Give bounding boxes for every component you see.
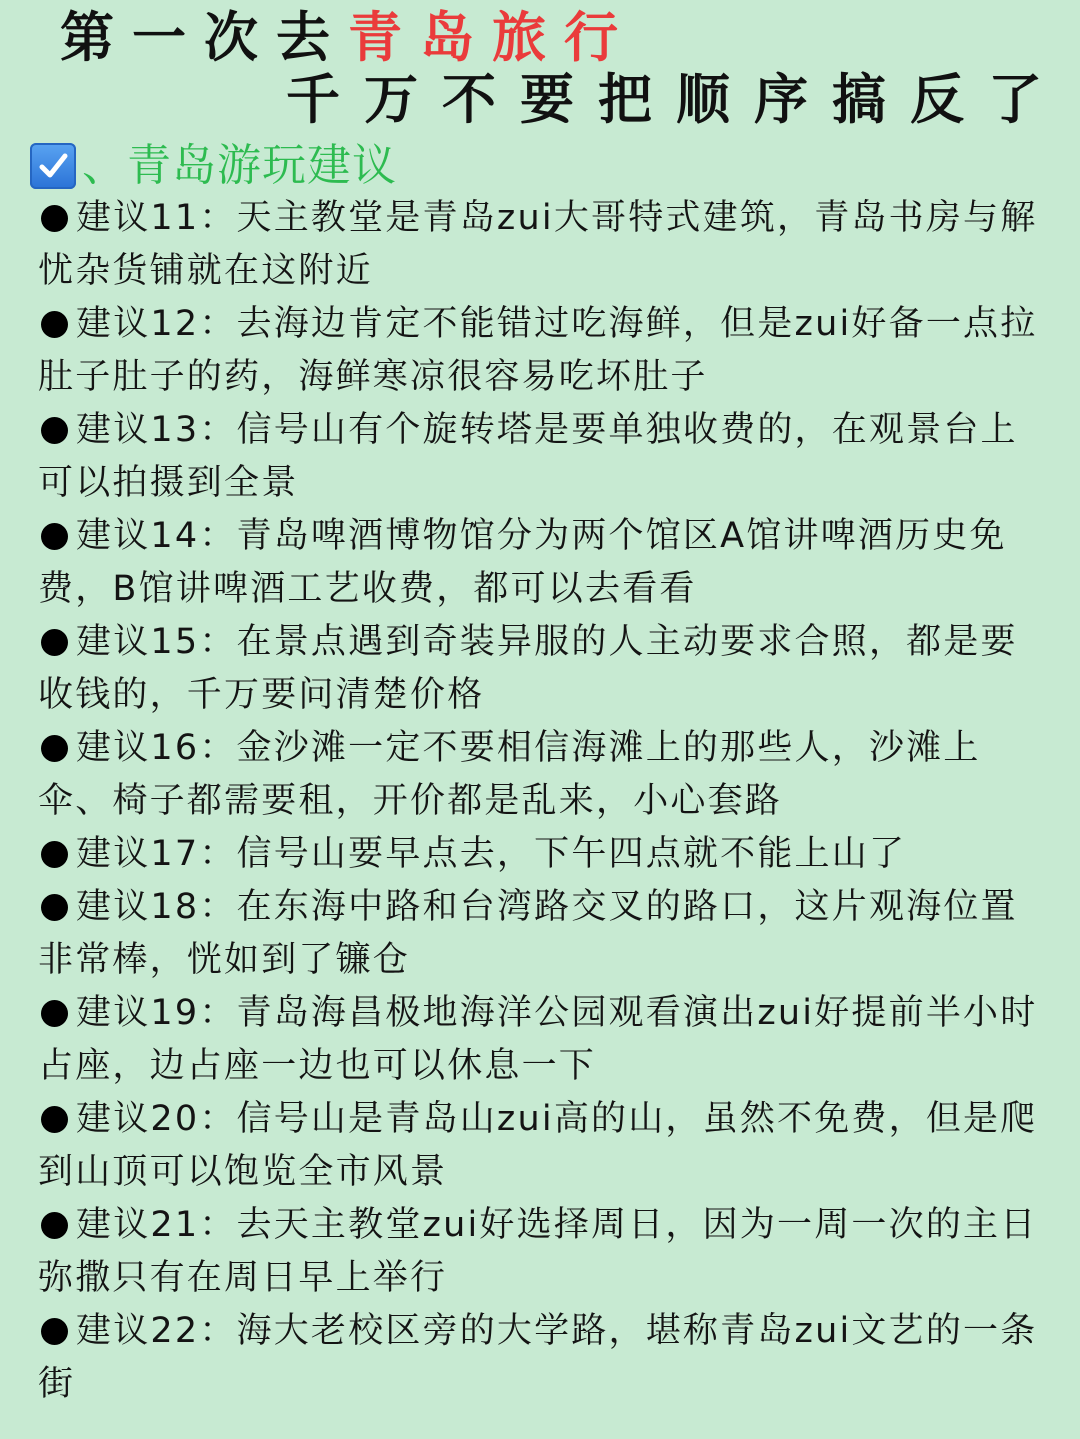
section-header — [30, 138, 397, 194]
bullet-icon — [38, 838, 72, 872]
tip-item — [38, 298, 1048, 404]
tip-item — [38, 1305, 1048, 1411]
tip-text: 建议15：在景点遇到奇装异服的人主动要求合照，都是要收钱的，千万要问清楚价格 — [38, 622, 1018, 715]
title-prefix: 第一次去 — [60, 6, 348, 69]
tip-text: 建议11：天主教堂是青岛zui大哥特式建筑，青岛书房与解忧杂货铺就在这附近 — [38, 198, 1038, 291]
tip-text: 建议17：信号山要早点去，下午四点就不能上山了 — [76, 834, 907, 874]
title-line-2: 千万不要把顺序搞反了 — [286, 68, 1066, 131]
tip-text: 建议20：信号山是青岛山zui高的山，虽然不免费，但是爬到山顶可以饱览全市风景 — [38, 1099, 1038, 1192]
tip-text: 建议18：在东海中路和台湾路交叉的路口，这片观海位置非常棒，恍如到了镰仓 — [38, 887, 1018, 980]
tip-text: 建议14：青岛啤酒博物馆分为两个馆区A馆讲啤酒历史免费，B馆讲啤酒工艺收费，都可以去看看 — [38, 516, 1007, 609]
tip-text: 建议22：海大老校区旁的大学路，堪称青岛zui文艺的一条街 — [38, 1311, 1038, 1404]
tip-text: 建议19：青岛海昌极地海洋公园观看演出zui好提前半小时占座，边占座一边也可以休息一下 — [38, 993, 1038, 1086]
tip-item — [38, 1199, 1048, 1305]
tips-list — [38, 192, 1048, 1411]
tip-text: 建议13：信号山有个旋转塔是要单独收费的，在观景台上可以拍摄到全景 — [38, 410, 1018, 503]
tip-text: 建议21：去天主教堂zui好选择周日，因为一周一次的主日弥撒只有在周日早上举行 — [38, 1205, 1038, 1298]
bullet-icon — [38, 626, 72, 660]
bullet-icon — [38, 732, 72, 766]
tip-item — [38, 881, 1048, 987]
tip-item — [38, 404, 1048, 510]
tip-item — [38, 510, 1048, 616]
bullet-icon — [38, 202, 72, 236]
title-highlight: 青岛旅行 — [348, 6, 636, 69]
section-title: 、青岛游玩建议 — [82, 140, 397, 191]
bullet-icon — [38, 308, 72, 342]
bullet-icon — [38, 1209, 72, 1243]
bullet-icon — [38, 520, 72, 554]
bullet-icon — [38, 997, 72, 1031]
bullet-icon — [38, 1103, 72, 1137]
tip-item — [38, 987, 1048, 1093]
tip-item — [38, 722, 1048, 828]
tip-text: 建议12：去海边肯定不能错过吃海鲜，但是zui好备一点拉肚子肚子的药，海鲜寒凉很容易吃坏肚子 — [38, 304, 1038, 397]
tip-item — [38, 192, 1048, 298]
title-line-1 — [60, 6, 636, 70]
bullet-icon — [38, 891, 72, 925]
tip-item — [38, 1093, 1048, 1199]
tip-text: 建议16：金沙滩一定不要相信海滩上的那些人，沙滩上伞、椅子都需要租，开价都是乱来，小心套路 — [38, 728, 981, 821]
bullet-icon — [38, 1315, 72, 1349]
bullet-icon — [38, 414, 72, 448]
checkbox-checked-icon — [30, 143, 76, 189]
tip-item — [38, 828, 1048, 881]
tip-item — [38, 616, 1048, 722]
